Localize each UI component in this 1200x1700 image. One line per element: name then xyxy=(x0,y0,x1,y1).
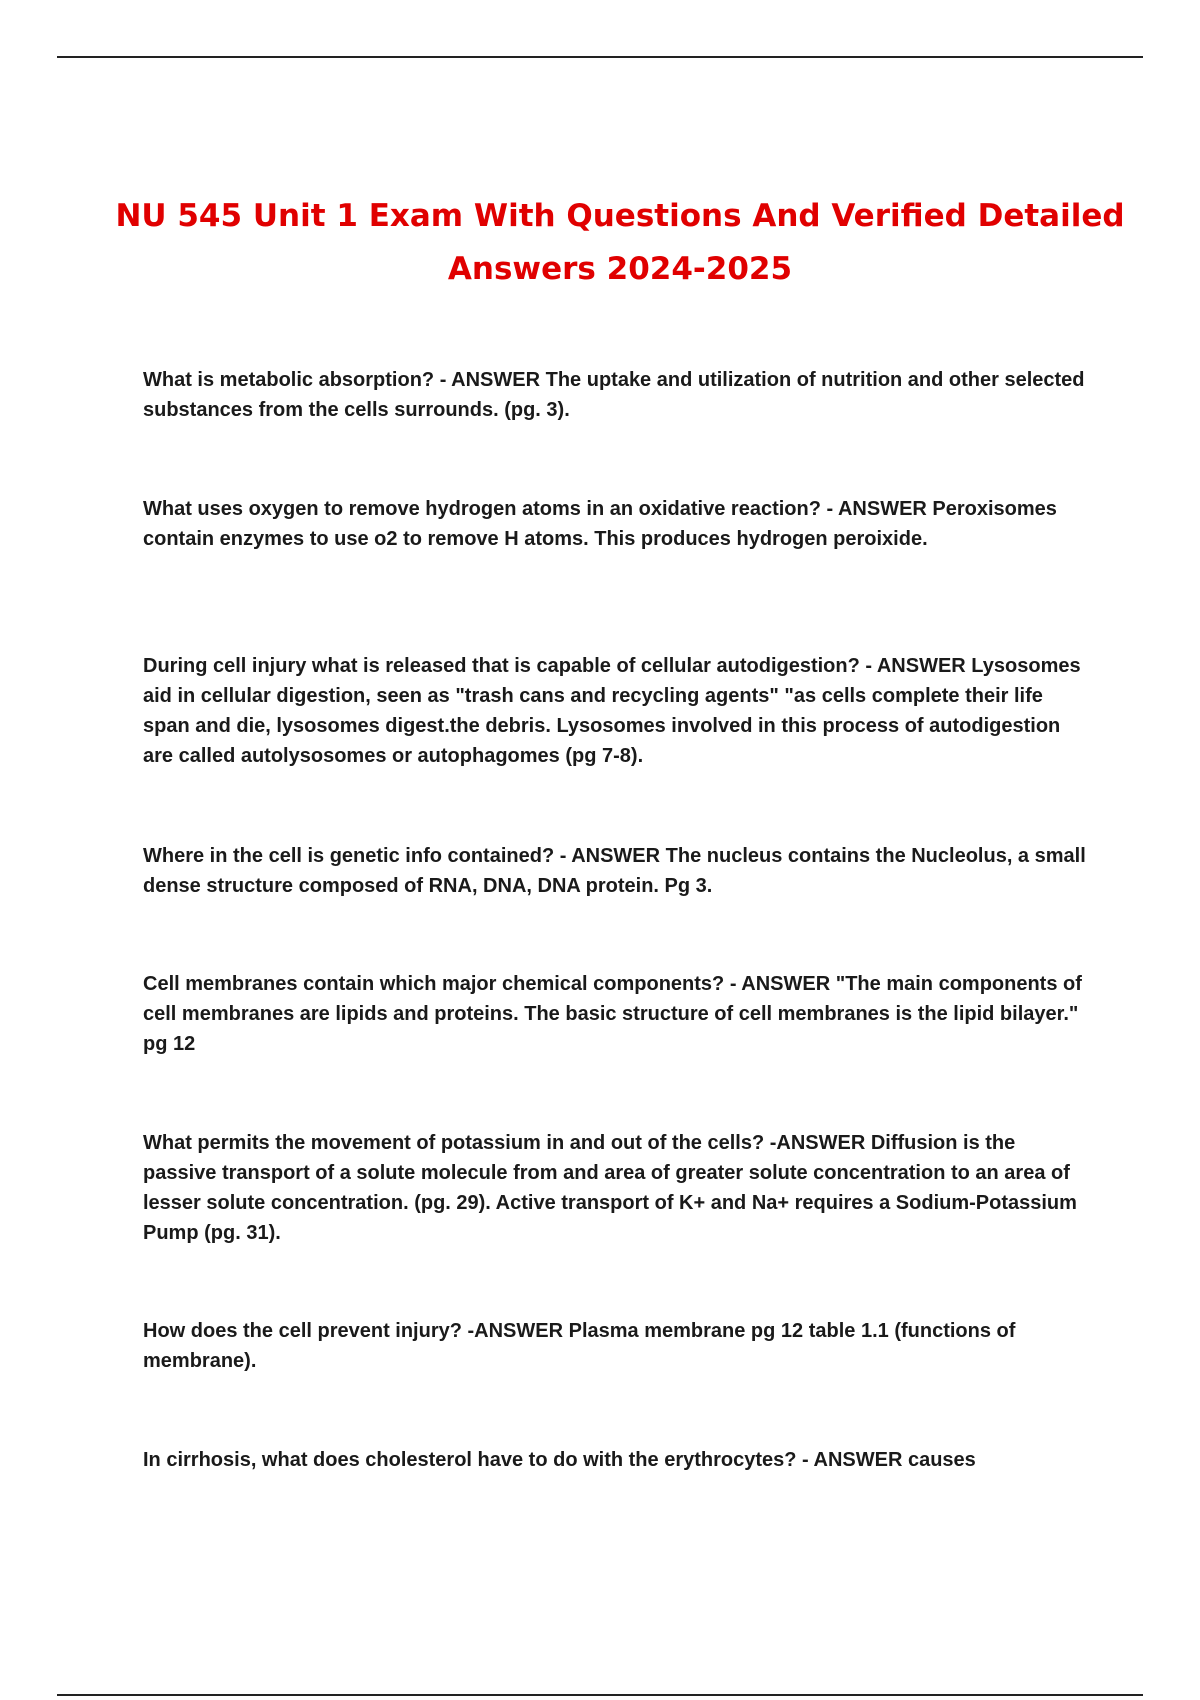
qa-item-genetic-info: Where in the cell is genetic info contained? - ANSWER The nucleus contains the Nucleolus, a small dense structure composed of RNA, DNA, DNA protein. Pg 3. xyxy=(143,845,1086,897)
document-title: NU 545 Unit 1 Exam With Questions And Verified Detailed Answers 2024-2025 xyxy=(115,198,1125,287)
top-rule xyxy=(57,56,1143,58)
qa-item-prevent-injury: How does the cell prevent injury? -ANSWER Plasma membrane pg 12 table 1.1 (functions of membrane). xyxy=(143,1320,1016,1372)
qa-item-cirrhosis: In cirrhosis, what does cholesterol have to do with the erythrocytes? - ANSWER causes xyxy=(143,1449,976,1471)
qa-item-potassium-movement: What permits the movement of potassium in and out of the cells? -ANSWER Diffusion is the passive transport of a solute molecule from and area of greater solute concentration to an area of lesser solute concentration. (pg. 29). Active transport of K+ and Na+ requires a Sodium-Potassium Pump (pg. 31). xyxy=(143,1132,1077,1244)
bottom-rule xyxy=(57,1694,1143,1696)
qa-item-oxidative-reaction: What uses oxygen to remove hydrogen atoms in an oxidative reaction? - ANSWER Peroxisomes contain enzymes to use o2 to remove H atoms. This produces hydrogen peroixide. xyxy=(143,498,1057,550)
qa-item-metabolic-absorption: What is metabolic absorption? - ANSWER The uptake and utilization of nutrition and other selected substances from the cells surrounds. (pg. 3). xyxy=(143,369,1085,421)
qa-item-cellular-autodigestion: During cell injury what is released that is capable of cellular autodigestion? - ANSWER Lysosomes aid in cellular digestion, seen as "trash cans and recycling agents" "as cells complete their life span and die, lysosomes digest.the debris. Lysosomes involved in this process of autodigestion are called autolysosomes or autophagomes (pg 7-8). xyxy=(143,655,1081,767)
qa-item-cell-membranes: Cell membranes contain which major chemical components? - ANSWER "The main components of cell membranes are lipids and proteins. The basic structure of cell membranes is the lipid bilayer." pg 12 xyxy=(143,973,1082,1055)
